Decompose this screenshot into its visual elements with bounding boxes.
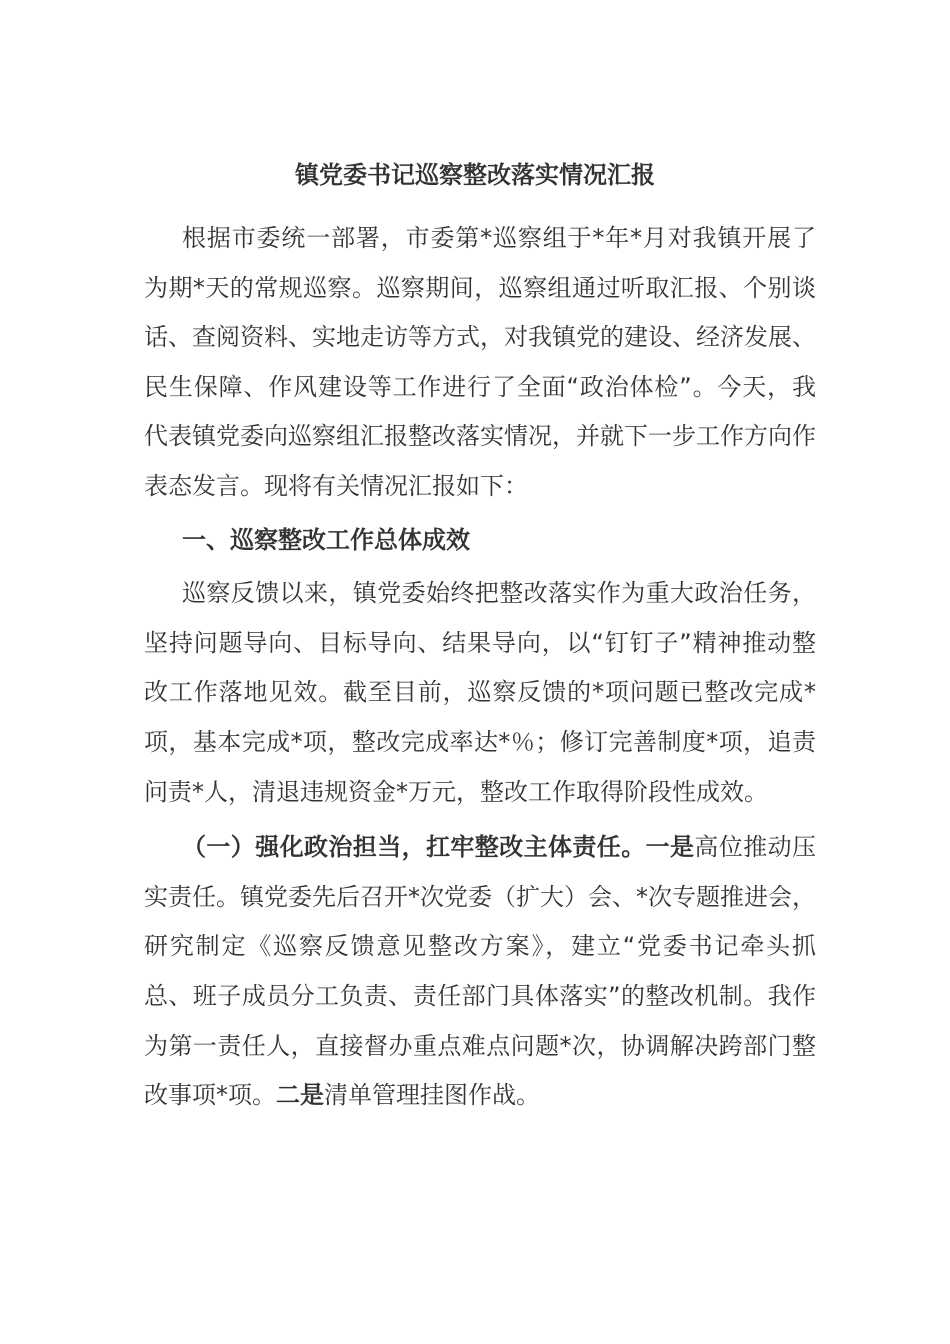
section-1-heading: 一、巡察整改工作总体成效	[182, 525, 470, 554]
point-2-label: 二是	[276, 1081, 324, 1110]
point-1-text: 高位推动压实责任。镇党委先后召开*次党委（扩大）会、*次专题推进会，研究制定《巡察反馈意见整改方案》，建立“党委书记牵头抓总、班子成员分工负责、责任部门具体落实”的整改机制。我作为第一责任人，直接督办重点难点问题*次，协调解决跨部门整改事项*项。	[144, 833, 817, 1110]
intro-paragraph: 根据市委统一部署，市委第*巡察组于*年*月对我镇开展了为期*天的常规巡察。巡察期间，巡察组通过听取汇报、个别谈话、查阅资料、实地走访等方式，对我镇党的建设、经济发展、民生保障、作风建设等工作进行了全面“政治体检”。今天，我代表镇党委向巡察组汇报整改落实情况，并就下一步工作方向作表态发言。现将有关情况汇报如下：	[144, 224, 816, 500]
subsection-1-heading: （一）强化政治担当，扛牢整改主体责任。	[182, 833, 646, 862]
document-body	[144, 214, 816, 1121]
document-title: 镇党委书记巡察整改落实情况汇报	[295, 161, 655, 189]
point-1-label: 一是	[645, 833, 695, 862]
point-2-text: 清单管理挂图作战。	[324, 1081, 540, 1110]
section-1-paragraph: 巡察反馈以来，镇党委始终把整改落实作为重大政治任务，坚持问题导向、目标导向、结果导向，以“钉钉子”精神推动整改工作落地见效。截至目前，巡察反馈的*项问题已整改完成*项，基本完成*项，整改完成率达*％；修订完善制度*项，追责问责*人，清退违规资金*万元，整改工作取得阶段性成效。	[144, 579, 816, 806]
subsection-1-paragraph	[144, 823, 816, 1121]
